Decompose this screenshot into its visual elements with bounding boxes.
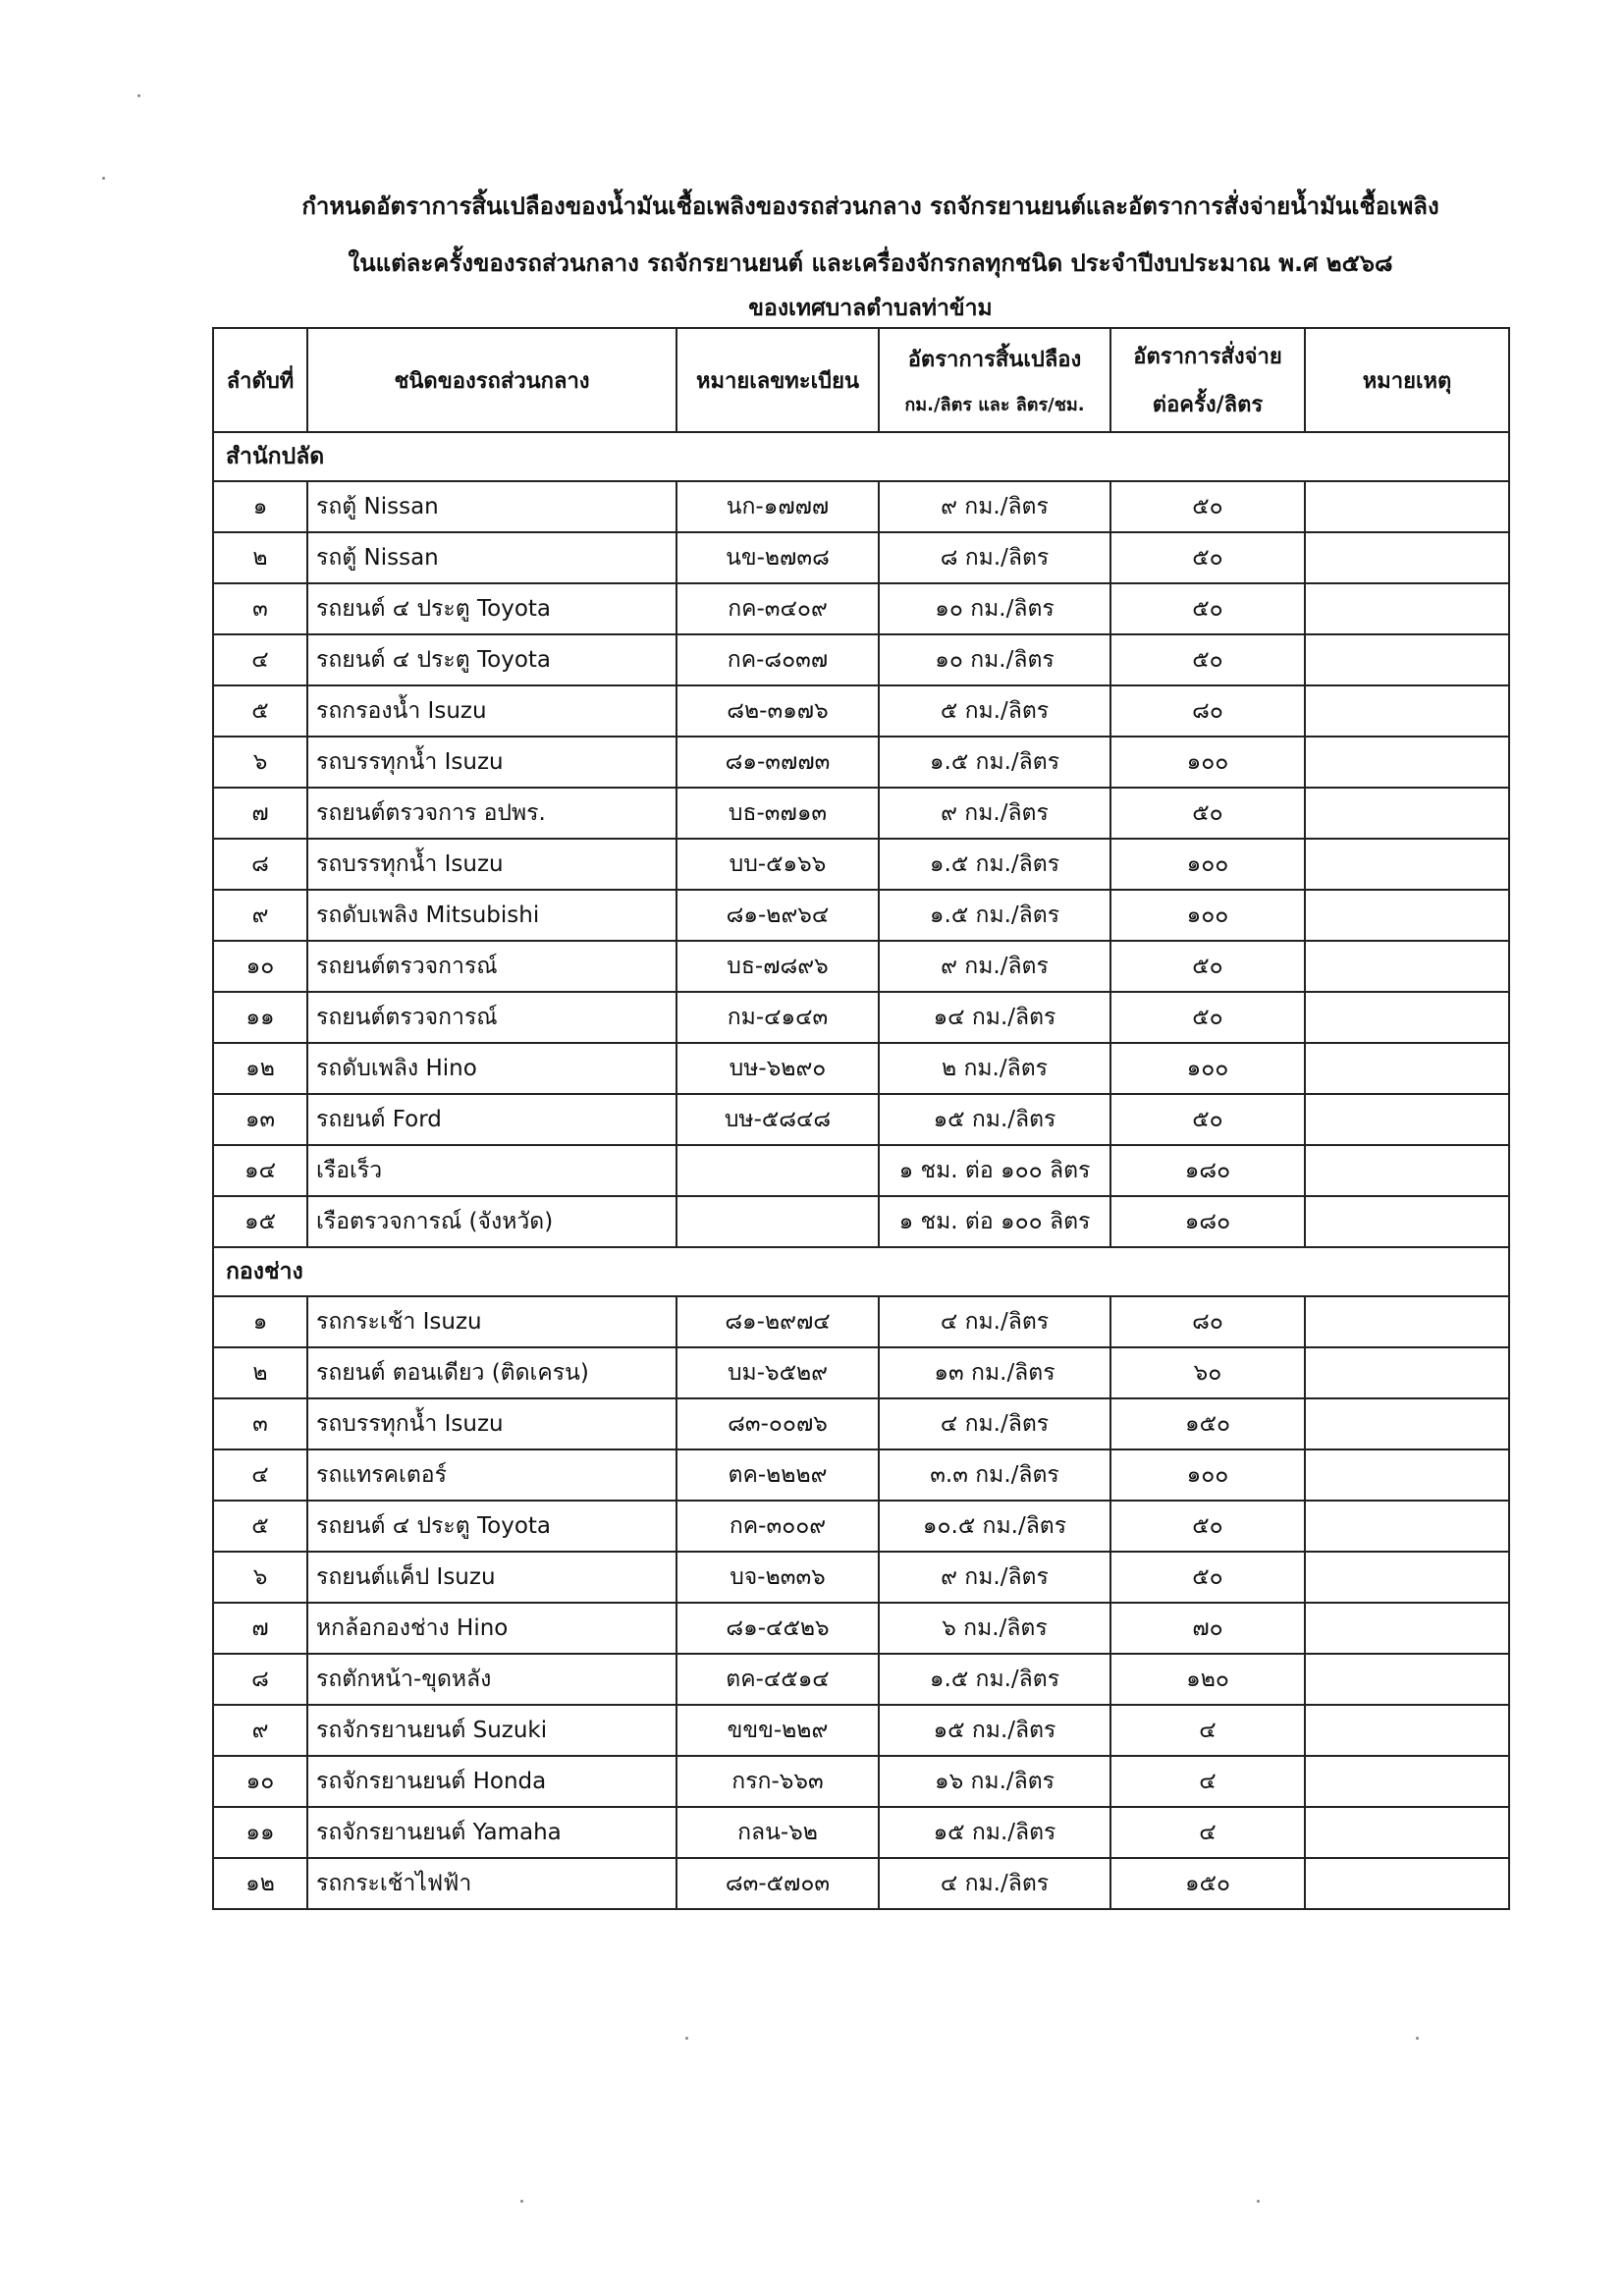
table-row: [213, 1501, 1509, 1552]
cell-order-rate: ๕๐: [1110, 634, 1305, 685]
cell-consumption-rate: ๙ กม./ลิตร: [879, 788, 1110, 839]
cell-plate: บธ-๗๘๙๖: [676, 941, 879, 992]
cell-vehicle-type: รถจักรยานยนต์ Honda: [307, 1756, 676, 1807]
cell-plate: บษ-๖๒๙๐: [676, 1043, 879, 1094]
cell-order-rate: ๑๐๐: [1110, 1043, 1305, 1094]
cell-plate: ๘๑-๒๙๗๔: [676, 1296, 879, 1347]
cell-vehicle-type: รถยนต์ตรวจการณ์: [307, 992, 676, 1043]
cell-vehicle-type: รถจักรยานยนต์ Yamaha: [307, 1807, 676, 1858]
cell-order-rate: ๔: [1110, 1705, 1305, 1756]
cell-plate: กค-๘๐๓๗: [676, 634, 879, 685]
table-row: [213, 737, 1509, 788]
section-title: สำนักปลัด: [213, 432, 1509, 481]
table-row: [213, 1296, 1509, 1347]
cell-plate: บม-๖๕๒๙: [676, 1347, 879, 1398]
section-row: [213, 432, 1509, 481]
cell-vehicle-type: เรือตรวจการณ์ (จังหวัด): [307, 1196, 676, 1247]
table-row: [213, 1196, 1509, 1247]
header-order-rate-unit: ต่อครั้ง/ลิตร: [1152, 393, 1264, 417]
table-row: [213, 685, 1509, 737]
table-body: [213, 432, 1509, 1909]
cell-order-rate: ๕๐: [1110, 532, 1305, 583]
cell-no: ๕: [213, 1501, 307, 1552]
cell-vehicle-type: รถยนต์ ตอนเดียว (ติดเครน): [307, 1347, 676, 1398]
cell-no: ๙: [213, 1705, 307, 1756]
cell-consumption-rate: ๑๐ กม./ลิตร: [879, 634, 1110, 685]
cell-order-rate: ๖๐: [1110, 1347, 1305, 1398]
cell-consumption-rate: ๔ กม./ลิตร: [879, 1296, 1110, 1347]
scan-speck: [1416, 2037, 1419, 2040]
cell-remark: [1305, 1603, 1509, 1654]
cell-order-rate: ๑๐๐: [1110, 890, 1305, 941]
cell-remark: [1305, 941, 1509, 992]
cell-consumption-rate: ๘ กม./ลิตร: [879, 532, 1110, 583]
table-row: [213, 1347, 1509, 1398]
cell-order-rate: ๑๐๐: [1110, 839, 1305, 890]
cell-order-rate: ๕๐: [1110, 583, 1305, 634]
cell-order-rate: ๑๘๐: [1110, 1145, 1305, 1196]
cell-consumption-rate: ๑.๕ กม./ลิตร: [879, 890, 1110, 941]
cell-remark: [1305, 890, 1509, 941]
cell-plate: ๘๓-๐๐๗๖: [676, 1398, 879, 1449]
cell-vehicle-type: รถกระเช้าไฟฟ้า: [307, 1858, 676, 1909]
cell-plate: นก-๑๗๗๗: [676, 481, 879, 532]
cell-plate: ๘๓-๕๗๐๓: [676, 1858, 879, 1909]
cell-order-rate: ๕๐: [1110, 941, 1305, 992]
cell-vehicle-type: รถยนต์ตรวจการณ์: [307, 941, 676, 992]
cell-consumption-rate: ๑ ชม. ต่อ ๑๐๐ ลิตร: [879, 1145, 1110, 1196]
cell-no: ๑๐: [213, 1756, 307, 1807]
cell-consumption-rate: ๑๕ กม./ลิตร: [879, 1705, 1110, 1756]
cell-no: ๒: [213, 1347, 307, 1398]
cell-remark: [1305, 1756, 1509, 1807]
cell-vehicle-type: รถดับเพลิง Hino: [307, 1043, 676, 1094]
cell-plate: ตค-๒๒๒๙: [676, 1449, 879, 1501]
cell-remark: [1305, 1296, 1509, 1347]
cell-vehicle-type: รถยนต์ ๔ ประตู Toyota: [307, 583, 676, 634]
cell-no: ๑๐: [213, 941, 307, 992]
table-row: [213, 941, 1509, 992]
cell-order-rate: ๘๐: [1110, 685, 1305, 737]
table-row: [213, 1094, 1509, 1145]
cell-consumption-rate: ๑๕ กม./ลิตร: [879, 1094, 1110, 1145]
cell-order-rate: ๘๐: [1110, 1296, 1305, 1347]
cell-vehicle-type: รถยนต์ ๔ ประตู Toyota: [307, 1501, 676, 1552]
cell-vehicle-type: รถตักหน้า-ขุดหลัง: [307, 1654, 676, 1705]
cell-no: ๔: [213, 1449, 307, 1501]
cell-plate: นข-๒๗๓๘: [676, 532, 879, 583]
cell-no: ๙: [213, 890, 307, 941]
cell-consumption-rate: ๑.๕ กม./ลิตร: [879, 839, 1110, 890]
document-title-line-2: ในแต่ละครั้งของรถส่วนกลาง รถจักรยานยนต์ และเครื่องจักรกลทุกชนิด ประจำปีงบประมาณ พ.ศ ๒๕๖๘: [348, 249, 1393, 277]
cell-plate: บจ-๒๓๓๖: [676, 1552, 879, 1603]
cell-vehicle-type: รถดับเพลิง Mitsubishi: [307, 890, 676, 941]
cell-vehicle-type: รถจักรยานยนต์ Suzuki: [307, 1705, 676, 1756]
table-header-row: [213, 328, 1509, 432]
scan-speck: [102, 177, 105, 180]
cell-order-rate: ๕๐: [1110, 788, 1305, 839]
cell-remark: [1305, 1196, 1509, 1247]
cell-no: ๑๓: [213, 1094, 307, 1145]
cell-vehicle-type: รถยนต์ตรวจการ อปพร.: [307, 788, 676, 839]
table-row: [213, 788, 1509, 839]
cell-remark: [1305, 685, 1509, 737]
document-title-line-1: กำหนดอัตราการสิ้นเปลืองของน้ำมันเชื้อเพลิงของรถส่วนกลาง รถจักรยานยนต์และอัตราการสั่งจ่ายน้ำมันเชื้อเพลิง: [301, 192, 1439, 220]
cell-remark: [1305, 1145, 1509, 1196]
cell-no: ๗: [213, 788, 307, 839]
cell-no: ๑: [213, 481, 307, 532]
cell-remark: [1305, 634, 1509, 685]
cell-consumption-rate: ๔ กม./ลิตร: [879, 1398, 1110, 1449]
cell-order-rate: ๑๘๐: [1110, 1196, 1305, 1247]
cell-no: ๑๔: [213, 1145, 307, 1196]
cell-consumption-rate: ๑๓ กม./ลิตร: [879, 1347, 1110, 1398]
table-row: [213, 1145, 1509, 1196]
cell-consumption-rate: ๙ กม./ลิตร: [879, 481, 1110, 532]
header-vehicle-type: ชนิดของรถส่วนกลาง: [307, 328, 676, 432]
header-order-rate: [1110, 328, 1305, 432]
cell-consumption-rate: ๖ กม./ลิตร: [879, 1603, 1110, 1654]
cell-plate: ขขข-๒๒๙: [676, 1705, 879, 1756]
cell-consumption-rate: ๑.๕ กม./ลิตร: [879, 1654, 1110, 1705]
cell-order-rate: ๔: [1110, 1807, 1305, 1858]
cell-order-rate: ๑๕๐: [1110, 1858, 1305, 1909]
cell-remark: [1305, 839, 1509, 890]
header-remark: หมายเหตุ: [1305, 328, 1509, 432]
cell-plate: [676, 1145, 879, 1196]
cell-remark: [1305, 1858, 1509, 1909]
cell-order-rate: ๗๐: [1110, 1603, 1305, 1654]
cell-no: ๘: [213, 1654, 307, 1705]
cell-order-rate: ๕๐: [1110, 992, 1305, 1043]
cell-vehicle-type: รถบรรทุกน้ำ Isuzu: [307, 737, 676, 788]
cell-remark: [1305, 1094, 1509, 1145]
cell-vehicle-type: รถแทรคเตอร์: [307, 1449, 676, 1501]
cell-vehicle-type: รถบรรทุกน้ำ Isuzu: [307, 1398, 676, 1449]
cell-remark: [1305, 1705, 1509, 1756]
cell-order-rate: ๕๐: [1110, 481, 1305, 532]
cell-plate: กค-๓๐๐๙: [676, 1501, 879, 1552]
cell-remark: [1305, 532, 1509, 583]
cell-consumption-rate: ๑๐.๕ กม./ลิตร: [879, 1501, 1110, 1552]
fuel-rate-table: [212, 327, 1510, 1910]
cell-remark: [1305, 737, 1509, 788]
cell-consumption-rate: ๙ กม./ลิตร: [879, 1552, 1110, 1603]
scan-speck: [1257, 2200, 1260, 2203]
cell-plate: ตค-๔๕๑๔: [676, 1654, 879, 1705]
cell-no: ๑: [213, 1296, 307, 1347]
cell-plate: บธ-๓๗๑๓: [676, 788, 879, 839]
cell-vehicle-type: รถยนต์แค็ป Isuzu: [307, 1552, 676, 1603]
cell-no: ๑๒: [213, 1858, 307, 1909]
header-no: ลำดับที่: [213, 328, 307, 432]
cell-vehicle-type: รถตู้ Nissan: [307, 481, 676, 532]
cell-order-rate: ๑๐๐: [1110, 1449, 1305, 1501]
cell-order-rate: ๑๒๐: [1110, 1654, 1305, 1705]
table-row: [213, 890, 1509, 941]
table-row: [213, 1603, 1509, 1654]
table-row: [213, 1807, 1509, 1858]
cell-remark: [1305, 1552, 1509, 1603]
cell-no: ๑๑: [213, 992, 307, 1043]
header-consumption-rate-title: อัตราการสิ้นเปลือง: [907, 348, 1082, 372]
cell-no: ๑๒: [213, 1043, 307, 1094]
cell-consumption-rate: ๑๐ กม./ลิตร: [879, 583, 1110, 634]
scan-speck: [685, 2037, 688, 2040]
table-row: [213, 1654, 1509, 1705]
cell-plate: ๘๒-๓๑๗๖: [676, 685, 879, 737]
cell-order-rate: ๑๐๐: [1110, 737, 1305, 788]
table-row: [213, 1705, 1509, 1756]
header-order-rate-title: อัตราการสั่งจ่าย: [1133, 345, 1282, 369]
table-row: [213, 1756, 1509, 1807]
cell-vehicle-type: รถยนต์ Ford: [307, 1094, 676, 1145]
cell-consumption-rate: ๑.๕ กม./ลิตร: [879, 737, 1110, 788]
cell-no: ๖: [213, 737, 307, 788]
header-consumption-rate-unit: กม./ลิตร และ ลิตร/ชม.: [904, 395, 1085, 415]
cell-remark: [1305, 1043, 1509, 1094]
cell-consumption-rate: ๑๔ กม./ลิตร: [879, 992, 1110, 1043]
table-row: [213, 1858, 1509, 1909]
table-row: [213, 1398, 1509, 1449]
cell-remark: [1305, 1807, 1509, 1858]
cell-order-rate: ๕๐: [1110, 1094, 1305, 1145]
section-title: กองช่าง: [213, 1247, 1509, 1296]
header-plate: หมายเลขทะเบียน: [676, 328, 879, 432]
cell-order-rate: ๑๕๐: [1110, 1398, 1305, 1449]
cell-remark: [1305, 481, 1509, 532]
cell-plate: [676, 1196, 879, 1247]
cell-vehicle-type: รถยนต์ ๔ ประตู Toyota: [307, 634, 676, 685]
cell-consumption-rate: ๕ กม./ลิตร: [879, 685, 1110, 737]
cell-consumption-rate: ๒ กม./ลิตร: [879, 1043, 1110, 1094]
cell-plate: บบ-๕๑๖๖: [676, 839, 879, 890]
cell-remark: [1305, 992, 1509, 1043]
table-row: [213, 481, 1509, 532]
table-row: [213, 1552, 1509, 1603]
cell-consumption-rate: ๓.๓ กม./ลิตร: [879, 1449, 1110, 1501]
cell-plate: กลน-๖๒: [676, 1807, 879, 1858]
cell-order-rate: ๕๐: [1110, 1501, 1305, 1552]
cell-no: ๑๕: [213, 1196, 307, 1247]
table-row: [213, 532, 1509, 583]
cell-no: ๘: [213, 839, 307, 890]
cell-plate: บษ-๕๘๔๘: [676, 1094, 879, 1145]
cell-vehicle-type: รถกรองน้ำ Isuzu: [307, 685, 676, 737]
cell-vehicle-type: เรือเร็ว: [307, 1145, 676, 1196]
cell-no: ๑๑: [213, 1807, 307, 1858]
cell-plate: ๘๑-๒๙๖๔: [676, 890, 879, 941]
cell-consumption-rate: ๔ กม./ลิตร: [879, 1858, 1110, 1909]
cell-consumption-rate: ๙ กม./ลิตร: [879, 941, 1110, 992]
table-row: [213, 634, 1509, 685]
cell-no: ๒: [213, 532, 307, 583]
cell-consumption-rate: ๑๕ กม./ลิตร: [879, 1807, 1110, 1858]
cell-no: ๖: [213, 1552, 307, 1603]
document-title-line-3: ของเทศบาลตำบลท่าข้าม: [748, 296, 993, 321]
table-row: [213, 839, 1509, 890]
cell-remark: [1305, 1654, 1509, 1705]
cell-remark: [1305, 1347, 1509, 1398]
cell-plate: กม-๔๑๔๓: [676, 992, 879, 1043]
cell-plate: ๘๑-๓๗๗๓: [676, 737, 879, 788]
table-row: [213, 1449, 1509, 1501]
cell-consumption-rate: ๑ ชม. ต่อ ๑๐๐ ลิตร: [879, 1196, 1110, 1247]
cell-plate: กค-๓๔๐๙: [676, 583, 879, 634]
cell-remark: [1305, 1398, 1509, 1449]
table-row: [213, 583, 1509, 634]
scan-speck: [137, 94, 140, 97]
cell-remark: [1305, 788, 1509, 839]
cell-remark: [1305, 583, 1509, 634]
scan-speck: [520, 2200, 523, 2203]
cell-remark: [1305, 1449, 1509, 1501]
header-consumption-rate: [879, 328, 1110, 432]
table-row: [213, 1043, 1509, 1094]
cell-vehicle-type: รถกระเช้า Isuzu: [307, 1296, 676, 1347]
cell-no: ๓: [213, 583, 307, 634]
cell-order-rate: ๔: [1110, 1756, 1305, 1807]
cell-consumption-rate: ๑๖ กม./ลิตร: [879, 1756, 1110, 1807]
cell-remark: [1305, 1501, 1509, 1552]
cell-no: ๓: [213, 1398, 307, 1449]
table-row: [213, 992, 1509, 1043]
cell-vehicle-type: หกล้อกองช่าง Hino: [307, 1603, 676, 1654]
cell-order-rate: ๕๐: [1110, 1552, 1305, 1603]
cell-no: ๔: [213, 634, 307, 685]
cell-no: ๗: [213, 1603, 307, 1654]
cell-plate: กรก-๖๖๓: [676, 1756, 879, 1807]
cell-no: ๕: [213, 685, 307, 737]
cell-vehicle-type: รถตู้ Nissan: [307, 532, 676, 583]
section-row: [213, 1247, 1509, 1296]
cell-vehicle-type: รถบรรทุกน้ำ Isuzu: [307, 839, 676, 890]
cell-plate: ๘๑-๔๕๒๖: [676, 1603, 879, 1654]
